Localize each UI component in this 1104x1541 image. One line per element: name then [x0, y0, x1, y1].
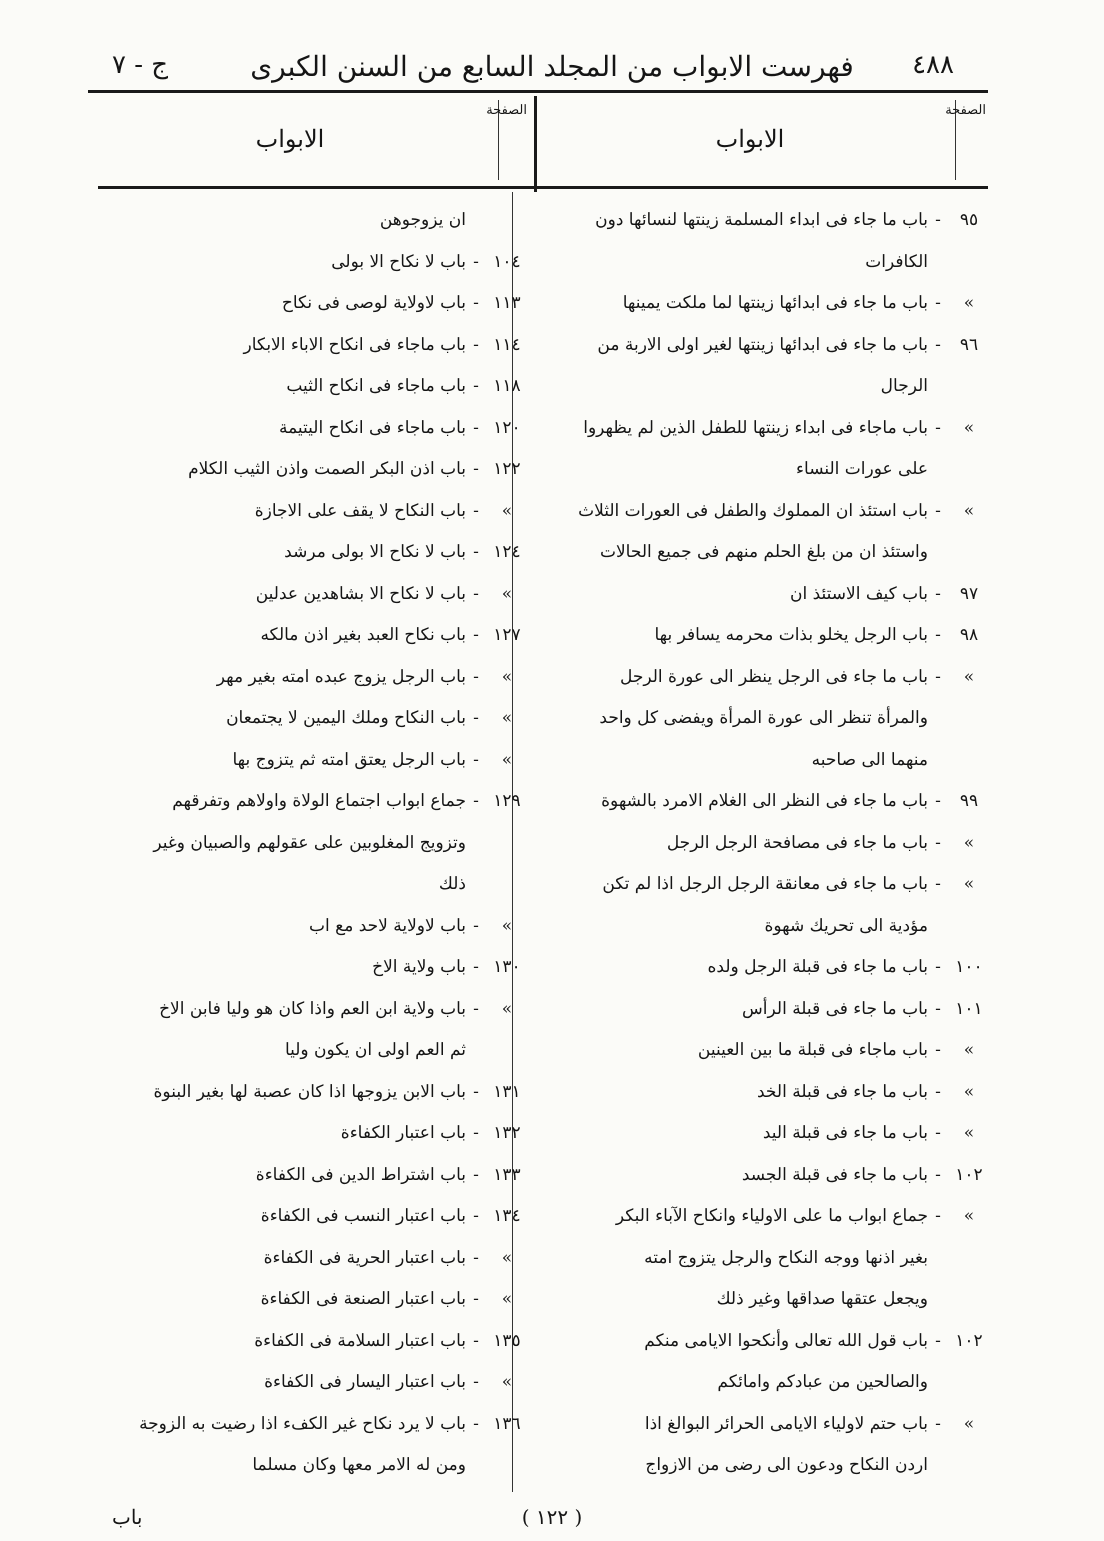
entry-title: باب الرجل يعتق امته ثم يتزوج بها — [232, 749, 466, 770]
entry-title: باب اذن البكر الصمت واذن الثيب الكلام — [188, 459, 466, 479]
entry-page-number: » — [501, 749, 513, 770]
page-column-heading-left: الصفحة — [486, 103, 527, 118]
entry-title: باب ولاية ابن العم واذا كان هو وليا فابن الاخ — [159, 998, 466, 1019]
index-entry — [530, 947, 990, 989]
index-entry — [80, 740, 528, 782]
entry-title: باب ما جاء فى قبلة اليد — [762, 1123, 928, 1143]
index-entry — [80, 242, 528, 284]
index-entry — [530, 1155, 990, 1197]
entry-title: باب اشتراط الدين فى الكفاءة — [255, 1164, 466, 1185]
entry-continuation: منهما الى صاحبه — [811, 749, 928, 770]
entry-title: جماع ابواب اجتماع الولاة واولاهم وتفرقهم — [172, 791, 466, 811]
entry-dash: - — [473, 998, 479, 1019]
entry-dash: - — [473, 1247, 479, 1268]
entry-dash: - — [935, 666, 941, 687]
entry-title: باب اعتبار النسب فى الكفاءة — [260, 1206, 466, 1226]
index-entry — [530, 574, 990, 616]
entry-page-number: » — [963, 417, 975, 438]
entry-dash: - — [935, 1040, 941, 1060]
entry-page-number: ٩٨ — [959, 625, 979, 645]
entry-title: باب كيف الاستئذ ان — [789, 583, 928, 604]
entry-continuation: مؤدية الى تحريك شهوة — [764, 915, 928, 936]
entry-title: باب لا نكاح الا بشاهدين عدلين — [255, 583, 466, 604]
entry-dash: - — [935, 1413, 941, 1434]
entry-title: باب لا يرد نكاح غير الكفء اذا رضيت به الزوجة — [139, 1413, 466, 1434]
entry-title: باب ما جاء فى ابداء المسلمة زينتها لنسائها دون — [595, 210, 928, 230]
index-entry — [80, 366, 528, 408]
entry-dash: - — [935, 1123, 941, 1143]
entry-dash: - — [935, 625, 941, 645]
column-heading-left: الابواب — [255, 125, 325, 153]
footer-folio: ( ١٢٢ ) — [521, 1505, 583, 1529]
entry-dash: - — [935, 791, 941, 811]
entry-title: باب ما جاء فى النظر الى الغلام الامرد بالشهوة — [601, 791, 928, 811]
entry-title: باب اعتبار الحرية فى الكفاءة — [263, 1247, 466, 1268]
entry-page-number: » — [963, 1040, 975, 1060]
index-entry — [530, 615, 990, 657]
index-entry — [530, 491, 990, 533]
index-entry — [80, 1113, 528, 1155]
index-entry — [80, 491, 528, 533]
catchword: باب — [112, 1505, 143, 1529]
index-entry — [530, 408, 990, 450]
index-entry — [80, 283, 528, 325]
entry-page-number: » — [501, 915, 513, 936]
entry-title: باب لا نكاح الا بولى مرشد — [284, 542, 466, 562]
entry-page-number: » — [501, 1372, 513, 1392]
entry-dash: - — [473, 1330, 479, 1351]
entry-title: باب ولاية الاخ — [372, 957, 466, 977]
entry-title: باب النكاح لا يقف على الاجازة — [254, 500, 466, 521]
index-entry — [80, 947, 528, 989]
index-entry — [80, 1238, 528, 1280]
entry-page-number: ١٣٠ — [493, 957, 521, 977]
entry-dash: - — [473, 334, 479, 355]
entry-title: باب الابن يزوجها اذا كان عصبة لها بغير البنوة — [153, 1081, 466, 1102]
page-column-heading-right: الصفحة — [945, 103, 986, 118]
entry-dash: - — [935, 1164, 941, 1185]
entry-dash: - — [473, 542, 479, 562]
entry-dash: - — [473, 376, 479, 396]
index-entry — [80, 1404, 528, 1446]
entry-title: باب ماجاء فى انكاح الثيب — [286, 376, 466, 396]
entry-page-number: ١٠٢ — [955, 1164, 983, 1185]
entry-dash: - — [935, 832, 941, 853]
entry-page-number: » — [963, 1123, 975, 1143]
index-entry — [530, 657, 990, 699]
entry-page-number: » — [963, 500, 975, 521]
entry-page-number: ١١٤ — [493, 334, 521, 355]
entry-page-number: ١٢٩ — [493, 791, 521, 811]
entry-title: باب ما جاء فى مصافحة الرجل الرجل — [666, 832, 928, 853]
entry-page-number: » — [501, 666, 513, 687]
entry-dash: - — [473, 1206, 479, 1226]
index-entry — [80, 574, 528, 616]
entry-dash: - — [473, 1081, 479, 1102]
entry-page-number: ١٢٠ — [493, 417, 521, 438]
entry-page-number: ٩٧ — [959, 583, 979, 604]
entry-continuation: ومن له الامر معها وكان مسلما — [252, 1455, 466, 1475]
entry-dash: - — [935, 210, 941, 230]
entry-page-number: ١٣٤ — [493, 1206, 521, 1226]
entry-title: باب ماجاء فى ابداء زينتها للطفل الذين لم يظهروا — [583, 417, 928, 438]
entry-dash: - — [935, 334, 941, 355]
entry-title: باب ما جاء فى قبلة الرأس — [742, 998, 928, 1019]
entry-title: باب لاولاية لوصى فى نكاح — [281, 293, 466, 313]
entry-title: باب ما جاء فى معانقة الرجل الرجل اذا لم تكن — [602, 874, 928, 894]
entry-continuation: ذلك — [438, 874, 466, 894]
entry-dash: - — [935, 583, 941, 604]
entry-title: باب ما جاء فى ابدائها زينتها لما ملكت يمينها — [622, 293, 928, 313]
entry-continuation: واستئذ ان من بلغ الحلم منهم فى جميع الحالات — [599, 542, 928, 562]
entry-dash: - — [473, 1123, 479, 1143]
entry-title: باب ماجاء فى انكاح الاباء الابكار — [243, 334, 466, 355]
entry-page-number: ١٠٢ — [955, 1330, 983, 1351]
entry-dash: - — [473, 666, 479, 687]
index-entry — [80, 1155, 528, 1197]
entry-page-number: ١٣٥ — [493, 1330, 521, 1351]
entry-page-number: ١١٣ — [493, 293, 521, 313]
entry-title: باب لا نكاح الا بولى — [331, 251, 466, 272]
index-entry — [80, 449, 528, 491]
entry-continuation: بغير اذنها ووجه النكاح والرجل يتزوج امته — [644, 1247, 928, 1268]
entry-page-number: ٩٩ — [959, 791, 979, 811]
entry-dash: - — [473, 293, 479, 313]
index-entry — [80, 698, 528, 740]
index-entry — [530, 781, 990, 823]
entry-continuation: ثم العم اولى ان يكون وليا — [284, 1040, 466, 1060]
index-entry — [530, 1196, 990, 1238]
entry-dash: - — [473, 1164, 479, 1185]
entry-continuation: ويجعل عتقها صداقها وغير ذلك — [716, 1289, 928, 1309]
entry-page-number: ١٠٠ — [955, 957, 983, 977]
entry-title: ان يزوجوهن — [379, 210, 466, 230]
entry-page-number: » — [963, 1413, 975, 1434]
entry-dash: - — [473, 625, 479, 645]
entry-dash: - — [473, 1372, 479, 1392]
index-entry — [80, 325, 528, 367]
index-entry — [530, 325, 990, 367]
volume-label: ج - ٧ — [112, 50, 169, 80]
entry-continuation: وتزويج المغلوبين على عقولهم والصبيان وغير — [153, 832, 466, 853]
entry-page-number: » — [963, 666, 975, 687]
entry-page-number: » — [501, 1289, 513, 1309]
entry-title: باب الرجل يزوج عبده امته بغير مهر — [216, 666, 466, 687]
column-heading-rule — [98, 186, 988, 189]
entry-page-number: » — [963, 1081, 975, 1102]
entry-dash: - — [473, 791, 479, 811]
entry-page-number: ١٣١ — [493, 1081, 521, 1102]
index-entry — [80, 657, 528, 699]
page-number: ٤٨٨ — [912, 50, 954, 80]
entry-dash: - — [935, 293, 941, 313]
entry-page-number: » — [963, 293, 975, 313]
column-heading-right: الابواب — [715, 125, 785, 153]
entry-dash: - — [935, 500, 941, 521]
entry-page-number: ١٠١ — [955, 998, 983, 1019]
entry-title: باب ما جاء فى الرجل ينظر الى عورة الرجل — [619, 666, 928, 687]
entry-title: باب ماجاء فى قبلة ما بين العينين — [697, 1040, 928, 1060]
entry-title: باب اعتبار الكفاءة — [340, 1123, 466, 1143]
entry-dash: - — [935, 998, 941, 1019]
entry-dash: - — [473, 583, 479, 604]
entry-page-number: ١٣٣ — [493, 1164, 521, 1185]
entry-dash: - — [473, 500, 479, 521]
entry-dash: - — [473, 957, 479, 977]
entry-page-number: ٩٦ — [959, 334, 979, 355]
entry-dash: - — [935, 1206, 941, 1226]
index-entry — [530, 864, 990, 906]
entry-dash: - — [473, 749, 479, 770]
index-entry — [530, 1404, 990, 1446]
entry-title: باب الرجل يخلو بذات محرمه يسافر بها — [654, 625, 928, 645]
entry-continuation: على عورات النساء — [796, 459, 928, 479]
entry-continuation: الكافرات — [865, 251, 928, 272]
entry-dash: - — [473, 417, 479, 438]
index-entry — [80, 781, 528, 823]
page-title: فهرست الابواب من المجلد السابع من السنن الكبرى — [250, 50, 854, 83]
entry-page-number: ١٣٦ — [493, 1413, 521, 1434]
entry-dash: - — [935, 417, 941, 438]
index-entry — [80, 532, 528, 574]
entry-dash: - — [935, 1330, 941, 1351]
entry-page-number: ١٢٢ — [493, 459, 521, 479]
entry-page-number: » — [963, 874, 975, 894]
index-entry — [80, 989, 528, 1031]
index-entry — [530, 1072, 990, 1114]
entry-dash: - — [473, 459, 479, 479]
entry-page-number: » — [501, 708, 513, 728]
entry-title: باب استئذ ان المملوك والطفل فى العورات الثلاث — [578, 500, 928, 521]
entry-dash: - — [935, 874, 941, 894]
index-entry — [80, 1362, 528, 1404]
entry-title: باب لاولاية لاحد مع اب — [309, 915, 466, 936]
entry-page-number: ١٠٤ — [493, 251, 521, 272]
index-entry — [530, 200, 990, 242]
entry-title: جماع ابواب ما على الاولياء وانكاح الآباء البكر — [615, 1206, 928, 1226]
index-entry — [80, 1321, 528, 1363]
header-rule — [88, 90, 988, 93]
entry-page-number: ١١٨ — [493, 376, 521, 396]
entry-title: باب اعتبار السلامة فى الكفاءة — [254, 1330, 466, 1351]
entry-dash: - — [935, 1081, 941, 1102]
left-column-entries — [80, 200, 528, 1487]
entry-title: باب حتم لاولياء الايامى الحرائر البوالغ اذا — [644, 1413, 928, 1434]
index-entry — [80, 1196, 528, 1238]
index-entry — [530, 1030, 990, 1072]
entry-page-number: » — [501, 998, 513, 1019]
index-entry — [80, 906, 528, 948]
entry-continuation: اردن النكاح ودعون الى رضى من الازواج — [645, 1455, 928, 1475]
entry-page-number: » — [501, 500, 513, 521]
entry-page-number: ٩٥ — [959, 210, 979, 230]
entry-page-number: ١٢٧ — [493, 625, 521, 645]
index-entry — [80, 200, 528, 242]
index-entry — [80, 615, 528, 657]
entry-page-number: » — [963, 832, 975, 853]
index-entry — [80, 1279, 528, 1321]
entry-title: باب ما جاء فى قبلة الجسد — [741, 1164, 928, 1185]
entry-title: باب ما جاء فى قبلة الخد — [757, 1081, 928, 1102]
entry-dash: - — [473, 251, 479, 272]
entry-dash: - — [473, 708, 479, 728]
entry-dash: - — [473, 915, 479, 936]
entry-dash: - — [935, 957, 941, 977]
index-entry — [530, 1113, 990, 1155]
entry-title: باب اعتبار الصنعة فى الكفاءة — [260, 1289, 466, 1309]
entry-page-number: » — [963, 1206, 975, 1226]
entry-continuation: والصالحين من عبادكم وامائكم — [717, 1372, 928, 1392]
entry-title: باب ماجاء فى انكاح اليتيمة — [278, 417, 466, 438]
entry-title: باب النكاح وملك اليمين لا يجتمعان — [226, 708, 466, 728]
index-entry — [530, 1321, 990, 1363]
index-entry — [530, 823, 990, 865]
entry-title: باب نكاح العبد بغير اذن مالكه — [260, 625, 466, 645]
entry-page-number: ١٢٤ — [493, 542, 521, 562]
entry-page-number: » — [501, 1247, 513, 1268]
entry-title: باب قول الله تعالى وأنكحوا الايامى منكم — [644, 1330, 928, 1351]
entry-continuation: الرجال — [880, 376, 928, 396]
right-column-entries — [530, 200, 990, 1487]
entry-title: باب ما جاء فى قبلة الرجل ولده — [707, 957, 928, 977]
index-entry — [530, 989, 990, 1031]
entry-title: باب ما جاء فى ابدائها زينتها لغير اولى الاربة من — [597, 334, 928, 355]
entry-page-number: » — [501, 583, 513, 604]
entry-dash: - — [473, 1413, 479, 1434]
column-divider-header — [534, 96, 537, 192]
entry-dash: - — [473, 1289, 479, 1309]
entry-title: باب اعتبار اليسار فى الكفاءة — [264, 1372, 466, 1392]
index-entry — [530, 283, 990, 325]
index-entry — [80, 1072, 528, 1114]
entry-page-number: ١٣٢ — [493, 1123, 521, 1143]
index-entry — [80, 408, 528, 450]
entry-continuation: والمرأة تنظر الى عورة المرأة ويفضى كل واحد — [599, 708, 928, 728]
